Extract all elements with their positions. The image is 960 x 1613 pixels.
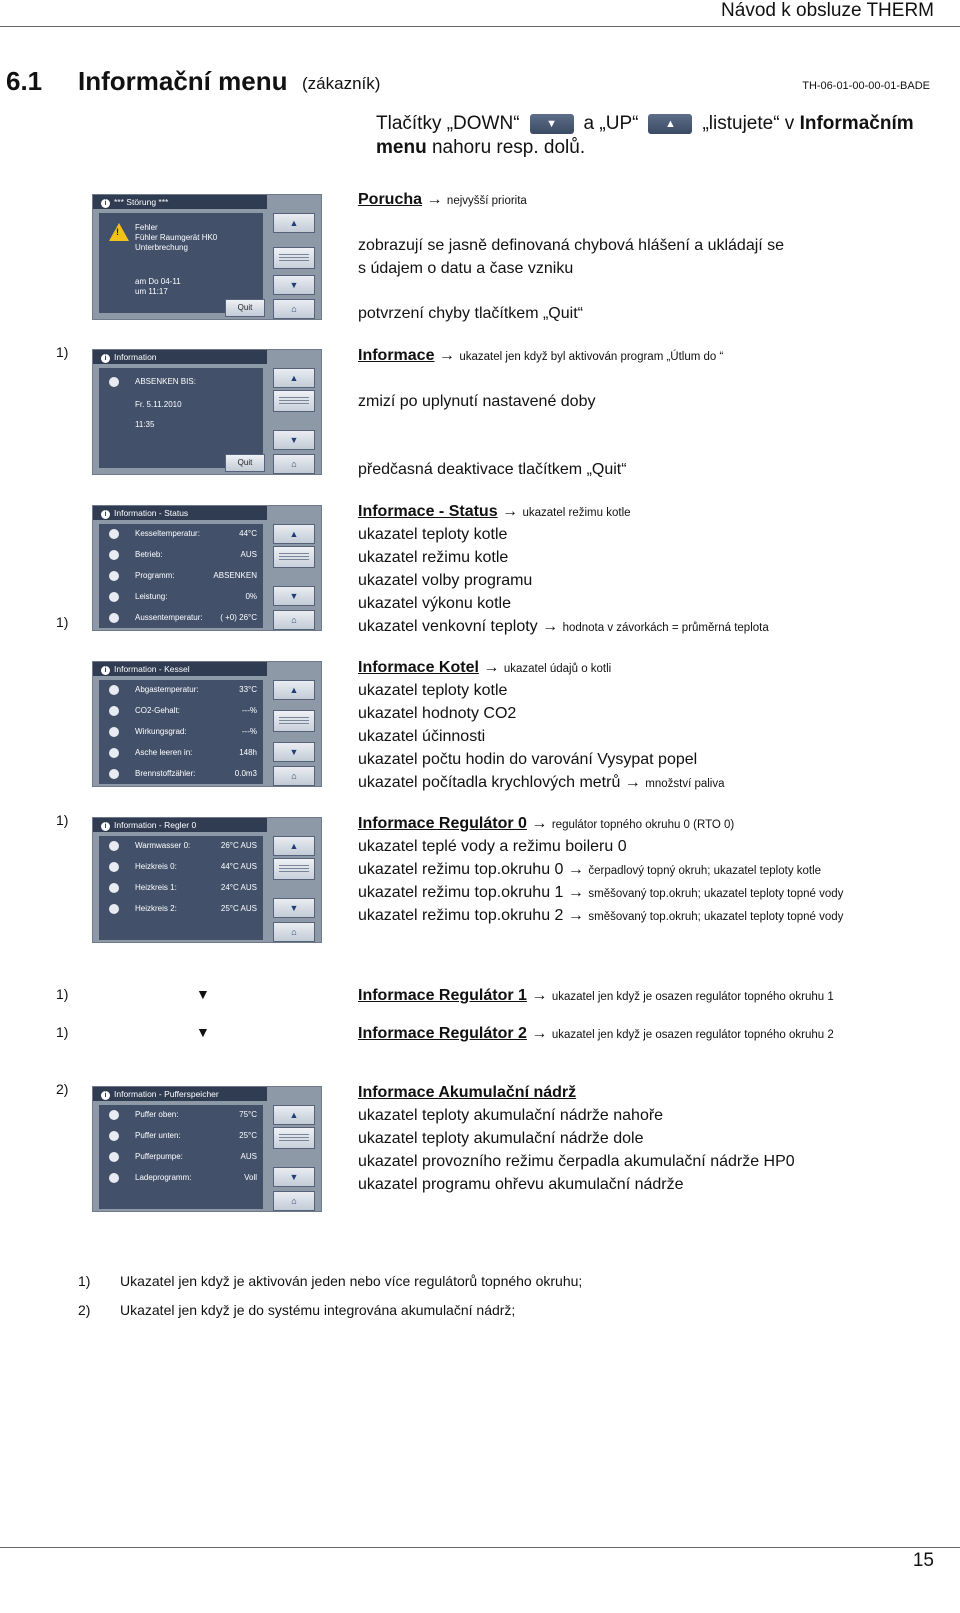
quit-button[interactable]: Quit (225, 299, 265, 317)
info-icon: i (101, 822, 110, 831)
down-button[interactable]: ▼ (273, 742, 315, 762)
up-button[interactable]: ▲ (273, 213, 315, 233)
scroll-handle[interactable] (273, 546, 315, 568)
info-icon: i (101, 510, 110, 519)
kessel-row: Wirkungsgrad: ---% (99, 722, 263, 742)
intro-bold-1: Informačním (799, 113, 914, 134)
screen-body (99, 368, 263, 468)
home-button[interactable]: ⌂ (273, 1191, 315, 1211)
status-row: Leistung: 0% (99, 587, 263, 607)
reg0-note: regulátor topného okruhu 0 (RTO 0) (551, 819, 735, 831)
section-title: Informační menu (78, 66, 288, 96)
kotel-line: ukazatel hodnoty CO2 (358, 705, 517, 722)
informace-note: ukazatel jen když byl aktivován program „Útlum do “ (459, 351, 724, 363)
error-line-2: Fühler Raumgerät HK0 (135, 233, 218, 242)
regler-row: Heizkreis 0: 44°C AUS (99, 857, 263, 877)
mode-icon (109, 550, 119, 560)
radiator-icon (109, 862, 119, 872)
kotel-note: ukazatel údajů o kotli (503, 663, 612, 675)
thermometer-icon (109, 1110, 119, 1120)
status-note: ukazatel režimu kotle (522, 507, 631, 519)
intro-text-2: a „UP“ (583, 113, 639, 134)
up-button[interactable]: ▲ (273, 524, 315, 544)
reg1-note: ukazatel jen když je osazen regulátor topného okruhu 1 (551, 991, 834, 1003)
efficiency-icon (109, 727, 119, 737)
screen-information (92, 349, 322, 475)
header-divider (0, 26, 960, 27)
kessel-row: Asche leeren in: 148h (99, 743, 263, 763)
up-button[interactable]: ▲ (273, 1105, 315, 1125)
arrow-icon: → (531, 1025, 548, 1042)
home-button[interactable]: ⌂ (273, 766, 315, 786)
porucha-line-3: potvrzení chyby tlačítkem „Quit“ (358, 305, 583, 322)
screen-status (92, 505, 322, 631)
kotel-line: ukazatel teploty kotle (358, 682, 508, 699)
document-code: TH-06-01-00-00-01-BADE (802, 80, 930, 92)
error-date: am Do 04-11 (135, 277, 181, 286)
block-status-title-line (358, 500, 631, 525)
info-row: ABSENKEN BIS: (99, 372, 263, 392)
screen-title: *** Störung *** (114, 197, 169, 207)
status-line: ukazatel volby programu (358, 572, 533, 589)
footer-divider (0, 1547, 960, 1548)
thermometer-icon (109, 1131, 119, 1141)
power-icon (109, 592, 119, 602)
radiator-icon (109, 883, 119, 893)
screen-body (99, 680, 263, 784)
co2-icon (109, 706, 119, 716)
scroll-handle[interactable] (273, 247, 315, 269)
block-reg0-title-line (358, 812, 734, 837)
info-icon: i (101, 354, 110, 363)
intro-text-3: „listujete“ v (702, 113, 795, 134)
arrow-icon: → (624, 774, 641, 791)
kessel-row: CO2-Gehalt: ---% (99, 701, 263, 721)
footnote-ref: 1) (56, 986, 69, 1002)
reg0-line-1: ukazatel teplé vody a režimu boileru 0 (358, 838, 627, 855)
screen-pufferspeicher (92, 1086, 322, 1212)
footnote-ref: 1) (56, 1024, 69, 1040)
down-key-icon: ▼ (530, 114, 574, 134)
regler-row: Heizkreis 1: 24°C AUS (99, 878, 263, 898)
footnote-number: 1) (78, 1273, 91, 1289)
document-header: Návod k obsluze THERM (721, 0, 934, 21)
status-row: Aussentemperatur: ( +0) 26°C (99, 608, 263, 628)
block-reg2-line (358, 1022, 834, 1047)
screen-stoerung (92, 194, 322, 320)
outdoor-temp-icon (109, 613, 119, 623)
scroll-handle[interactable] (273, 858, 315, 880)
intro-paragraph (376, 112, 960, 160)
porucha-line-1: zobrazují se jasně definovaná chybová hlášení a ukládají se (358, 237, 785, 254)
status-row: Betrieb: AUS (99, 545, 263, 565)
kotel-line: ukazatel účinnosti (358, 728, 486, 745)
footnote-number: 2) (78, 1302, 91, 1318)
status-row: Kesseltemperatur: 44°C (99, 524, 263, 544)
arrow-icon: → (483, 659, 500, 676)
up-button[interactable]: ▲ (273, 680, 315, 700)
intro-text-4: nahoru resp. dolů. (431, 137, 586, 158)
home-button[interactable]: ⌂ (273, 299, 315, 319)
footnote-text: Ukazatel jen když je aktivován jeden nebo více regulátorů topného okruhu; (120, 1273, 583, 1289)
reg0-row: ukazatel režimu top.okruhu 0 → čerpadlový topný okruh; ukazatel teploty kotle (358, 861, 822, 878)
status-line: ukazatel režimu kotle (358, 549, 509, 566)
screen-regler-0 (92, 817, 322, 943)
screen-title: Information - Pufferspeicher (114, 1089, 219, 1099)
arrow-icon: → (567, 907, 584, 924)
footnote-ref: 1) (56, 812, 69, 828)
regler-row: Warmwasser 0: 26°C AUS (99, 836, 263, 856)
down-button[interactable]: ▼ (273, 430, 315, 450)
screen-body (99, 1105, 263, 1209)
informace-line-1: zmizí po uplynutí nastavené doby (358, 393, 596, 410)
arrow-icon: → (502, 503, 519, 520)
footnote-ref: 2) (56, 1081, 69, 1097)
block-reg1-line (358, 984, 834, 1009)
status-row: Programm: ABSENKEN (99, 566, 263, 586)
intro-text-1: Tlačítky „DOWN“ (376, 113, 520, 134)
akum-line: ukazatel provozního režimu čerpadla akumulační nádrže HP0 (358, 1153, 795, 1170)
footnote-ref: 1) (56, 614, 69, 630)
porucha-title: Porucha (358, 191, 423, 208)
home-button[interactable]: ⌂ (273, 454, 315, 474)
screen-title-bar (93, 662, 267, 676)
scroll-handle[interactable] (273, 710, 315, 732)
info-date: Fr. 5.11.2010 (135, 400, 182, 409)
arrow-icon: → (531, 987, 548, 1004)
home-button[interactable]: ⌂ (273, 610, 315, 630)
arrow-icon: → (567, 884, 584, 901)
reg0-title: Informace Regulátor 0 (358, 815, 527, 832)
footnote-ref: 1) (56, 344, 69, 360)
intro-bold-2: menu (376, 137, 427, 158)
block-porucha-title-line (358, 188, 527, 213)
radiator-icon (109, 904, 119, 914)
warning-icon (109, 223, 129, 241)
reg2-title: Informace Regulátor 2 (358, 1025, 527, 1042)
reg0-row: ukazatel režimu top.okruhu 2 → směšovaný top.okruh; ukazatel teploty topné vody (358, 907, 844, 924)
status-line: ukazatel teploty kotle (358, 526, 508, 543)
kessel-row: Abgastemperatur: 33°C (99, 680, 263, 700)
akum-title: Informace Akumulační nádrž (358, 1084, 577, 1101)
puffer-row: Puffer unten: 25°C (99, 1126, 263, 1146)
kotel-title: Informace Kotel (358, 659, 479, 676)
screen-kessel (92, 661, 322, 787)
fuel-counter-icon (109, 769, 119, 779)
akum-line: ukazatel teploty akumulační nádrže nahoře (358, 1107, 664, 1124)
status-line: ukazatel výkonu kotle (358, 595, 511, 612)
kessel-row: Brennstoffzähler: 0.0m3 (99, 764, 263, 784)
akum-line: ukazatel programu ohřevu akumulační nádrže (358, 1176, 684, 1193)
scroll-handle[interactable] (273, 1127, 315, 1149)
puffer-row: Puffer oben: 75°C (99, 1105, 263, 1125)
down-marker-icon: ▼ (196, 1024, 210, 1040)
reg1-title: Informace Regulátor 1 (358, 987, 527, 1004)
screen-title: Information (114, 352, 157, 362)
info-time: 11:35 (135, 420, 155, 429)
screen-title-bar (93, 506, 267, 520)
screen-title-bar (93, 1087, 267, 1101)
footnote-text: Ukazatel jen když je do systému integrována akumulační nádrž; (120, 1302, 516, 1318)
informace-title: Informace (358, 347, 435, 364)
screen-body (99, 524, 263, 628)
down-button[interactable]: ▼ (273, 1167, 315, 1187)
clock-icon (109, 377, 119, 387)
up-button[interactable]: ▲ (273, 836, 315, 856)
info-icon: i (101, 1091, 110, 1100)
porucha-line-2: s údajem o datu a čase vzniku (358, 260, 574, 277)
boiler-icon (109, 529, 119, 539)
screen-title: Information - Kessel (114, 664, 190, 674)
informace-line-2: předčasná deaktivace tlačítkem „Quit“ (358, 461, 627, 478)
puffer-row: Pufferpumpe: AUS (99, 1147, 263, 1167)
status-title: Informace - Status (358, 503, 498, 520)
screen-body (99, 213, 263, 313)
quit-button[interactable]: Quit (225, 454, 265, 472)
arrow-icon: → (426, 191, 443, 208)
down-marker-icon: ▼ (196, 986, 210, 1002)
error-time: um 11:17 (135, 287, 168, 296)
down-button[interactable]: ▼ (273, 275, 315, 295)
reg0-row: ukazatel režimu top.okruhu 1 → směšovaný top.okruh; ukazatel teploty topné vody (358, 884, 844, 901)
down-button[interactable]: ▼ (273, 898, 315, 918)
arrow-icon: → (567, 861, 584, 878)
regler-row: Heizkreis 2: 25°C AUS (99, 899, 263, 919)
error-line-1: Fehler (135, 223, 158, 232)
screen-title: Information - Status (114, 508, 189, 518)
flue-gas-icon (109, 685, 119, 695)
arrow-icon: → (438, 347, 455, 364)
porucha-note: nejvyšší priorita (446, 195, 527, 207)
screen-title-bar (93, 818, 267, 832)
clock-icon (109, 571, 119, 581)
down-button[interactable]: ▼ (273, 586, 315, 606)
kotel-line: ukazatel počtu hodin do varování Vysypat popel (358, 751, 698, 768)
kotel-last-line: ukazatel počítadla krychlových metrů → množství paliva (358, 774, 725, 791)
error-line-3: Unterbrechung (135, 243, 188, 252)
up-key-icon: ▲ (648, 114, 692, 134)
up-button[interactable]: ▲ (273, 368, 315, 388)
page-number: 15 (912, 1550, 934, 1571)
pump-icon (109, 1152, 119, 1162)
puffer-row: Ladeprogramm: Voll (99, 1168, 263, 1188)
tap-icon (109, 841, 119, 851)
akum-line: ukazatel teploty akumulační nádrže dole (358, 1130, 644, 1147)
section-number: 6.1 (6, 66, 43, 96)
ash-icon (109, 748, 119, 758)
warning-mark: ! (116, 227, 119, 237)
block-kotel-title-line (358, 656, 611, 681)
screen-body (99, 836, 263, 940)
home-button[interactable]: ⌂ (273, 922, 315, 942)
screen-title-bar (93, 350, 267, 364)
arrow-icon: → (531, 815, 548, 832)
arrow-icon: → (542, 618, 559, 635)
section-subtitle: (zákazník) (302, 74, 381, 93)
status-last-line: ukazatel venkovní teploty → hodnota v závorkách = průměrná teplota (358, 618, 769, 635)
screen-title: Information - Regler 0 (114, 820, 197, 830)
block-informace-title-line (358, 344, 723, 369)
reg2-note: ukazatel jen když je osazen regulátor topného okruhu 2 (551, 1029, 834, 1041)
info-icon: i (101, 199, 110, 208)
screen-title-bar (93, 195, 267, 209)
scroll-handle[interactable] (273, 390, 315, 412)
info-icon: i (101, 666, 110, 675)
tank-icon (109, 1173, 119, 1183)
